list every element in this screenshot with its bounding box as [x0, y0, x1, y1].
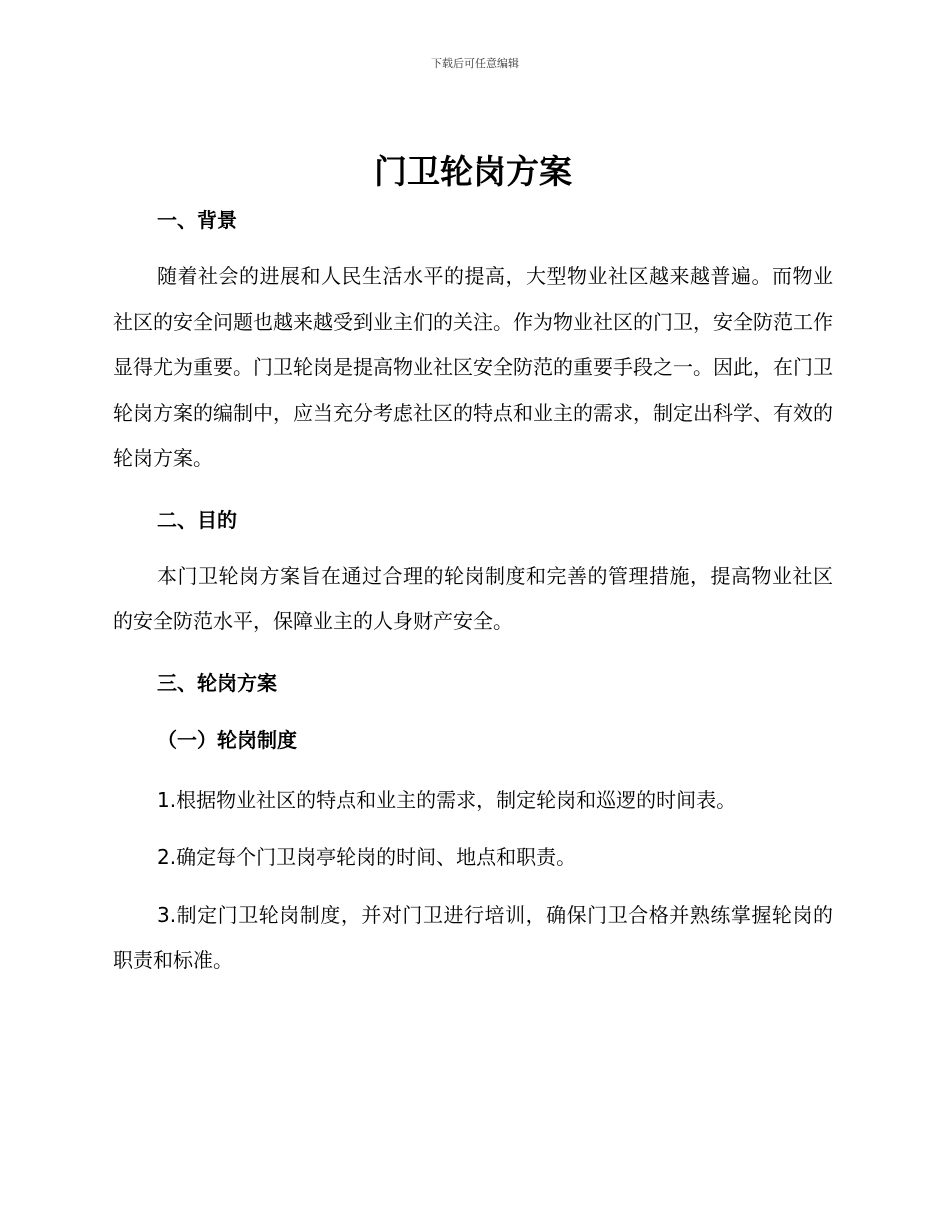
section-heading-purpose: 二、目的 [157, 507, 237, 532]
paragraph-background: 随着社会的进展和人民生活水平的提高，大型物业社区越来越普遍。而物业社区的安全问题也越来越受到业主们的关注。作为物业社区的门卫，安全防范工作显得尤为重要。门卫轮岗是提高物业社区安全防范的重要手段之一。因此，在门卫轮岗方案的编制中，应当充分考虑社区的特点和业主的需求，制定出科学、有效的轮岗方案。 [113, 264, 833, 470]
document-title: 门卫轮岗方案 [374, 152, 572, 191]
list-item: 3.制定门卫轮岗制度，并对门卫进行培训，确保门卫合格并熟练掌握轮岗的职责和标准。 [113, 902, 833, 972]
list-item: 1.根据物业社区的特点和业主的需求，制定轮岗和巡逻的时间表。 [157, 787, 737, 812]
section-heading-rotation-plan: 三、轮岗方案 [157, 670, 277, 695]
document-body [113, 150, 833, 984]
paragraph-purpose: 本门卫轮岗方案旨在通过合理的轮岗制度和完善的管理措施，提高物业社区的安全防范水平，保障业主的人身财产安全。 [113, 563, 833, 633]
header-note: 下载后可任意编辑 [431, 57, 519, 70]
subheading-rotation-system: （一）轮岗制度 [157, 727, 297, 752]
list-item: 2.确定每个门卫岗亭轮岗的时间、地点和职责。 [157, 845, 577, 869]
section-heading-background: 一、背景 [157, 208, 237, 232]
